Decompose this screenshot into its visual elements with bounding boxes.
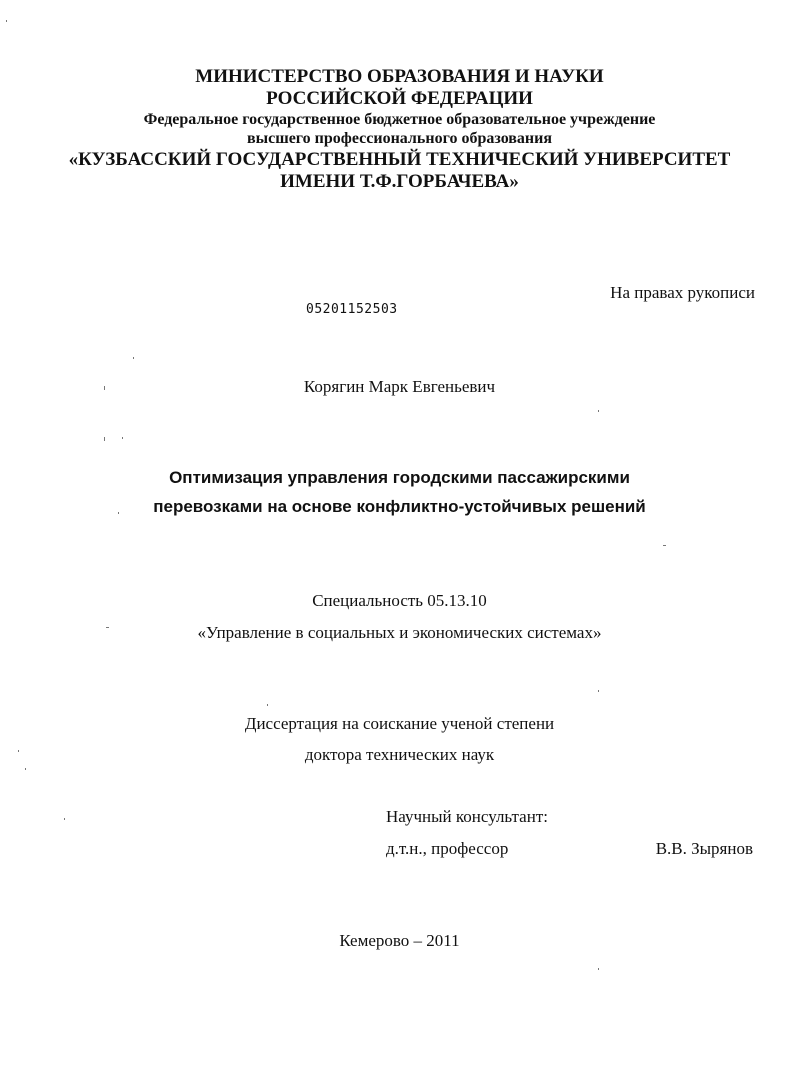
- institution-line-2: высшего профессионального образования: [246, 130, 553, 147]
- ministry-line-1: МИНИСТЕРСТВО ОБРАЗОВАНИЯ И НАУКИ: [195, 66, 604, 87]
- scan-speck: [104, 437, 105, 441]
- city-year: Кемерово – 2011: [339, 931, 460, 950]
- specialty-line-1: Специальность 05.13.10: [312, 591, 487, 610]
- author-name: Корягин Марк Евгеньевич: [303, 377, 496, 396]
- scan-speck: [64, 818, 65, 820]
- thesis-title-line-2: перевозками на основе конфликтно-устойчивых решений: [153, 497, 646, 516]
- manuscript-note: На правах рукописи: [610, 283, 755, 302]
- institution-line-1: Федеральное государственное бюджетное образовательное учреждение: [143, 111, 656, 128]
- consultant-credentials: д.т.н., профессор: [386, 839, 509, 858]
- university-line-2: ИМЕНИ Т.Ф.ГОРБАЧЕВА»: [280, 171, 519, 192]
- scan-speck: [18, 750, 19, 752]
- scan-speck: [122, 437, 123, 439]
- consultant-name: В.В. Зырянов: [655, 839, 753, 858]
- scan-speck: [106, 627, 109, 628]
- scan-speck: [6, 20, 7, 22]
- degree-line-2: доктора технических наук: [304, 745, 495, 764]
- scan-speck: [118, 512, 119, 514]
- ministry-line-2: РОССИЙСКОЙ ФЕДЕРАЦИИ: [266, 88, 533, 109]
- specialty-line-2: «Управление в социальных и экономических системах»: [197, 623, 602, 642]
- scan-speck: [598, 968, 599, 970]
- consultant-heading: Научный консультант:: [386, 807, 548, 826]
- scan-speck: [104, 386, 105, 390]
- scan-speck: [598, 410, 599, 412]
- degree-line-1: Диссертация на соискание ученой степени: [244, 714, 555, 733]
- scan-speck: [598, 690, 599, 692]
- scan-speck: [663, 545, 666, 546]
- scan-speck: [267, 704, 268, 706]
- scan-speck: [133, 357, 134, 359]
- university-line-1: «КУЗБАССКИЙ ГОСУДАРСТВЕННЫЙ ТЕХНИЧЕСКИЙ УНИВЕРСИТЕТ: [68, 149, 731, 170]
- registration-code: 05201152503: [306, 302, 398, 317]
- scan-speck: [25, 768, 26, 770]
- thesis-title-line-1: Оптимизация управления городскими пассажирскими: [169, 468, 630, 487]
